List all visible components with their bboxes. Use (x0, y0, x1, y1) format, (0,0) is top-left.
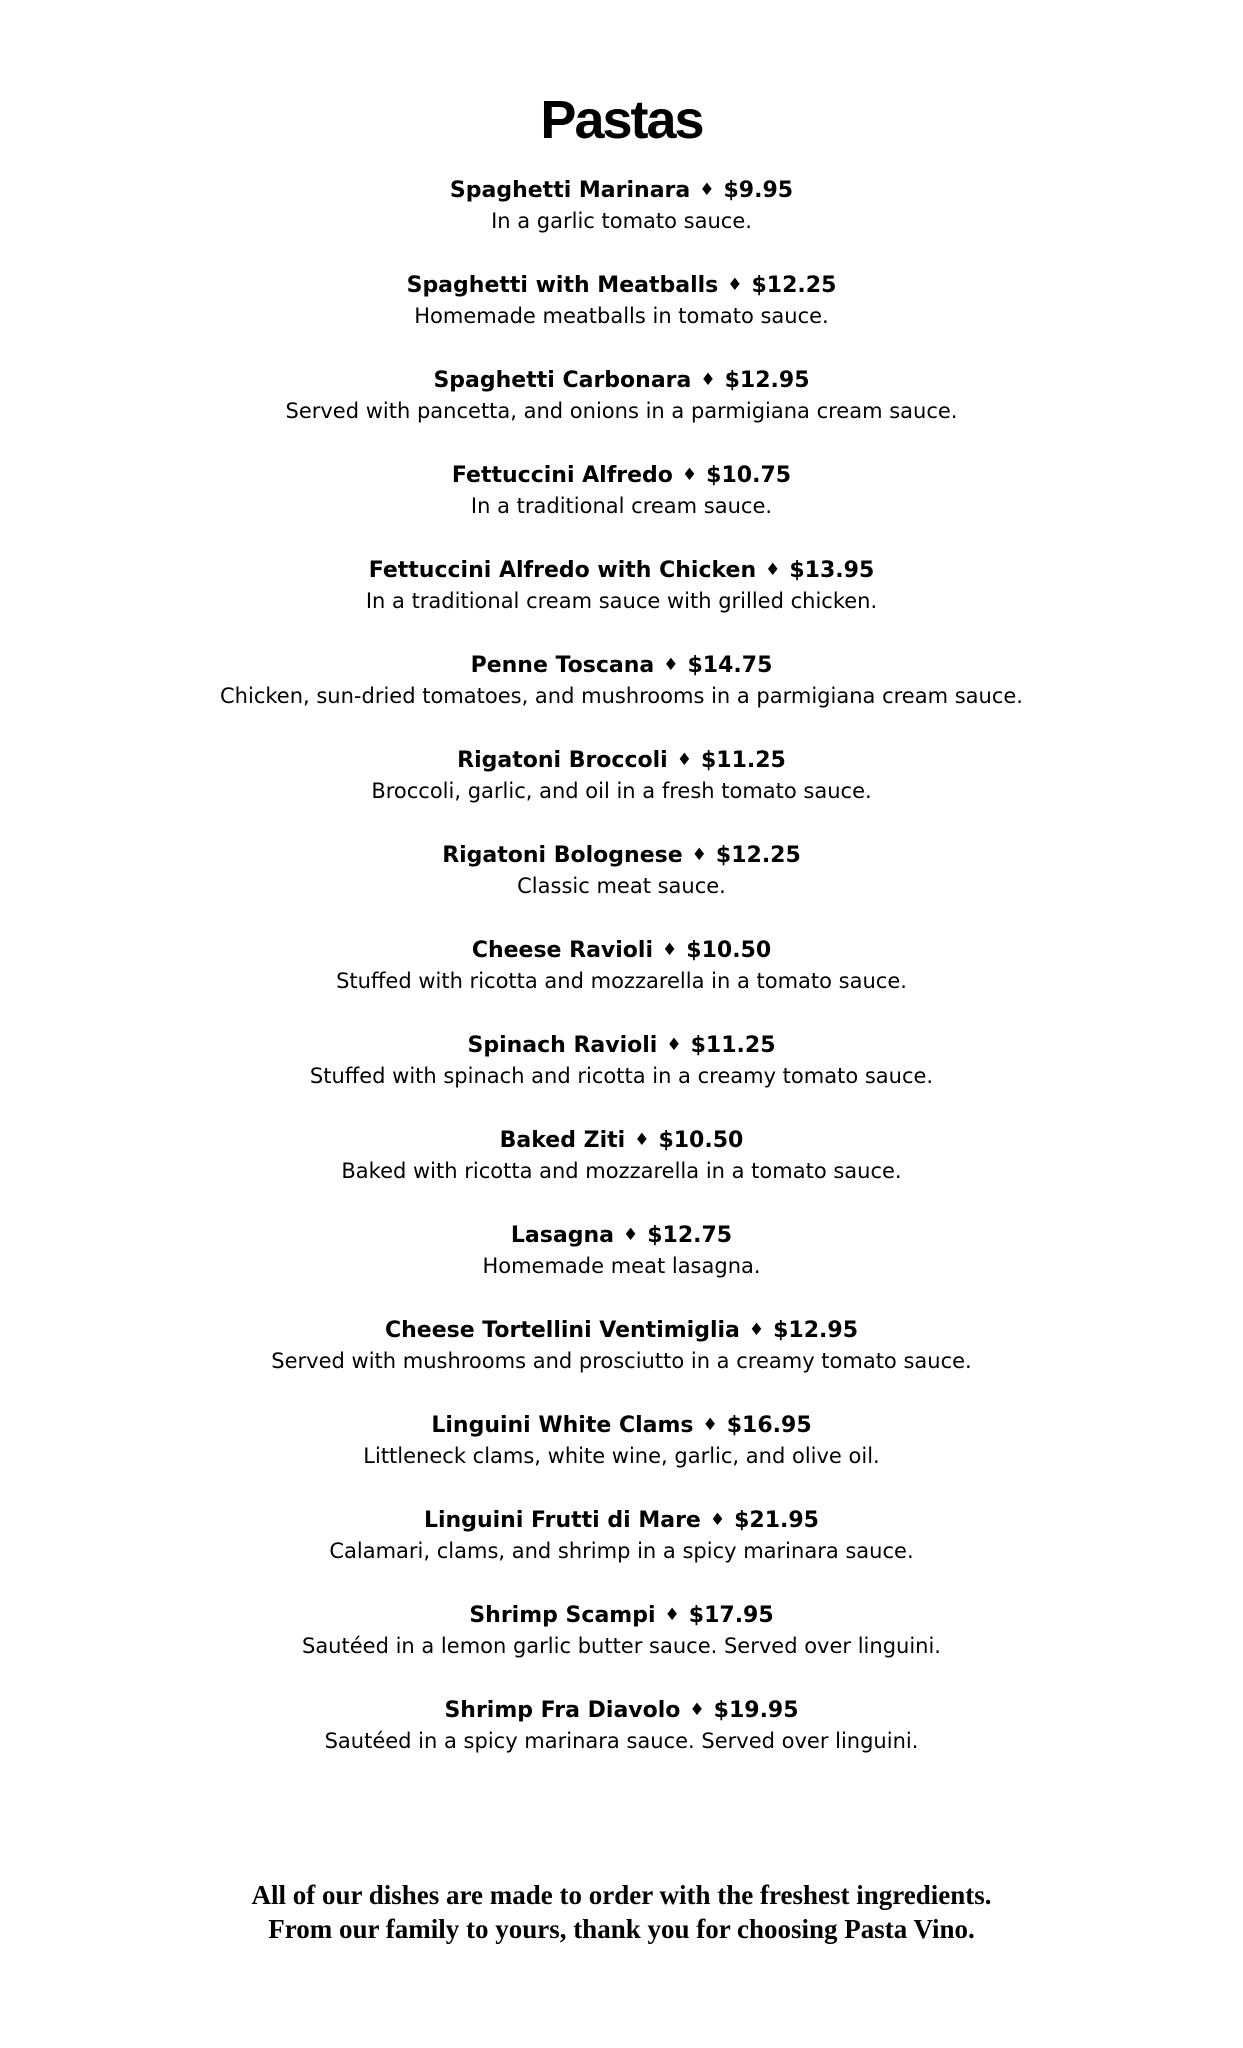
item-description: Stuffed with ricotta and mozzarella in a tomato sauce. (336, 969, 907, 993)
item-description: In a garlic tomato sauce. (491, 209, 752, 233)
menu-item (0, 1221, 1243, 1316)
item-price: $10.75 (706, 463, 792, 488)
diamond-icon: ♦ (689, 1700, 705, 1720)
footer-line: From our family to yours, thank you for choosing Pasta Vino. (268, 1914, 975, 1944)
item-name: Spaghetti Carbonara (433, 368, 692, 393)
item-description: Homemade meat lasagna. (482, 1254, 761, 1278)
diamond-icon: ♦ (666, 1035, 682, 1055)
item-name: Fettuccini Alfredo with Chicken (368, 558, 757, 583)
item-description: Littleneck clams, white wine, garlic, and olive oil. (363, 1444, 880, 1468)
item-name: Linguini Frutti di Mare (423, 1508, 701, 1533)
menu-item-list (0, 176, 1243, 1791)
menu-item (0, 1411, 1243, 1506)
item-description: Classic meat sauce. (517, 874, 726, 898)
menu-item (0, 1031, 1243, 1126)
item-price: $12.25 (715, 843, 801, 868)
item-name: Lasagna (510, 1223, 614, 1248)
menu-item (0, 1506, 1243, 1601)
item-name: Fettuccini Alfredo (451, 463, 673, 488)
diamond-icon: ♦ (727, 275, 743, 295)
item-description: In a traditional cream sauce with grilled chicken. (365, 589, 878, 613)
item-description: In a traditional cream sauce. (470, 494, 773, 518)
page-title: Pastas (540, 90, 703, 150)
item-description: Broccoli, garlic, and oil in a fresh tomato sauce. (371, 779, 872, 803)
item-description: Calamari, clams, and shrimp in a spicy marinara sauce. (329, 1539, 914, 1563)
menu-item (0, 271, 1243, 366)
item-price: $10.50 (686, 938, 772, 963)
footer-note (0, 1878, 1243, 1946)
diamond-icon: ♦ (662, 940, 678, 960)
diamond-icon: ♦ (622, 1225, 639, 1245)
item-description: Homemade meatballs in tomato sauce. (414, 304, 829, 328)
item-name: Rigatoni Bolognese (442, 843, 683, 868)
menu-item (0, 556, 1243, 651)
item-name: Spinach Ravioli (467, 1033, 658, 1058)
item-name: Shrimp Fra Diavolo (444, 1698, 681, 1723)
diamond-icon: ♦ (681, 465, 698, 485)
item-name: Spaghetti with Meatballs (406, 273, 719, 298)
item-name: Cheese Tortellini Ventimiglia (384, 1318, 740, 1343)
item-description: Sautéed in a lemon garlic butter sauce. Served over linguini. (301, 1634, 941, 1658)
item-description: Served with pancetta, and onions in a parmigiana cream sauce. (285, 399, 958, 423)
item-name: Spaghetti Marinara (449, 178, 691, 203)
item-description: Baked with ricotta and mozzarella in a tomato sauce. (341, 1159, 902, 1183)
diamond-icon: ♦ (709, 1510, 726, 1530)
item-price: $17.95 (688, 1603, 774, 1628)
item-name: Shrimp Scampi (469, 1603, 656, 1628)
item-price: $13.95 (789, 558, 875, 583)
item-name: Linguini White Clams (431, 1413, 694, 1438)
diamond-icon: ♦ (691, 845, 707, 865)
item-price: $11.25 (700, 748, 786, 773)
item-name: Baked Ziti (499, 1128, 626, 1153)
item-price: $12.25 (751, 273, 837, 298)
menu-item (0, 1316, 1243, 1411)
diamond-icon: ♦ (702, 1415, 718, 1435)
item-price: $11.25 (690, 1033, 776, 1058)
item-price: $21.95 (734, 1508, 819, 1533)
item-description: Served with mushrooms and prosciutto in a creamy tomato sauce. (271, 1349, 972, 1373)
item-description: Sautéed in a spicy marinara sauce. Served over linguini. (324, 1729, 919, 1753)
item-price: $14.75 (687, 653, 773, 678)
item-price: $16.95 (726, 1413, 812, 1438)
diamond-icon: ♦ (676, 750, 692, 770)
menu-item (0, 746, 1243, 841)
item-price: $10.50 (658, 1128, 744, 1153)
item-description: Chicken, sun-dried tomatoes, and mushrooms in a parmigiana cream sauce. (220, 684, 1023, 708)
item-name: Rigatoni Broccoli (457, 748, 668, 773)
item-price: $12.95 (773, 1318, 859, 1343)
item-price: $12.95 (724, 368, 810, 393)
menu-item (0, 1126, 1243, 1221)
menu-item (0, 1696, 1243, 1791)
menu-item (0, 176, 1243, 271)
diamond-icon: ♦ (664, 1605, 680, 1625)
item-name: Cheese Ravioli (471, 938, 654, 963)
menu-item (0, 841, 1243, 936)
menu-item (0, 1601, 1243, 1696)
menu-item (0, 651, 1243, 746)
diamond-icon: ♦ (765, 560, 781, 580)
menu-item (0, 936, 1243, 1031)
item-name: Penne Toscana (470, 653, 655, 678)
diamond-icon: ♦ (699, 180, 715, 200)
item-price: $19.95 (713, 1698, 799, 1723)
diamond-icon: ♦ (663, 655, 679, 675)
item-price: $12.75 (647, 1223, 733, 1248)
menu-item (0, 461, 1243, 556)
footer-line: All of our dishes are made to order with the freshest ingredients. (251, 1880, 992, 1910)
diamond-icon: ♦ (634, 1130, 650, 1150)
diamond-icon: ♦ (700, 370, 716, 390)
item-price: $9.95 (723, 178, 794, 203)
diamond-icon: ♦ (748, 1320, 765, 1340)
item-description: Stuffed with spinach and ricotta in a creamy tomato sauce. (309, 1064, 934, 1088)
menu-item (0, 366, 1243, 461)
